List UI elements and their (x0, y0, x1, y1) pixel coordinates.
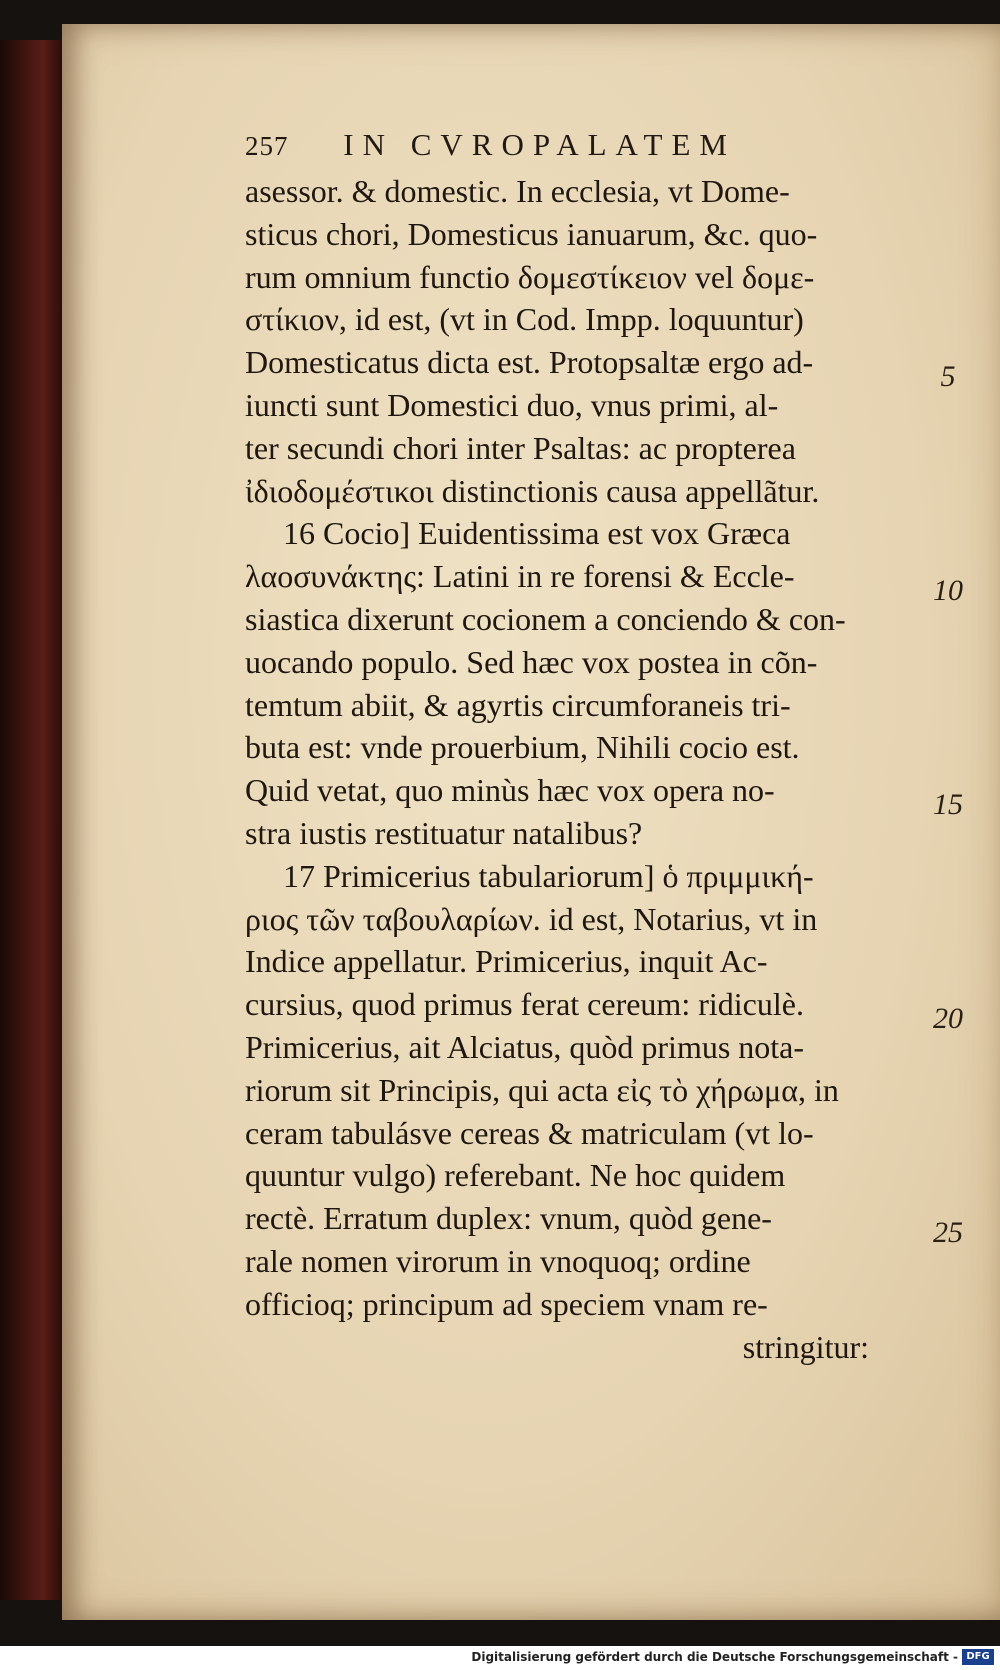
text-line: quuntur vulgo) referebant. Ne hoc quidem (245, 1157, 786, 1194)
margin-line-number: 25 (933, 1216, 963, 1249)
text-line: rectè. Erratum duplex: vnum, quòd gene- (245, 1200, 772, 1237)
text-line: Quid vetat, quo minùs hæc vox opera no- (245, 772, 775, 809)
text-line: officioq; principum ad speciem vnam re- (245, 1285, 768, 1322)
text-line: λαοσυνάκτης: Latini in re forensi & Eccle- (245, 558, 795, 595)
text-line: 17 Primicerius tabulariorum] ὁ πριμμική- (283, 857, 814, 894)
body-text (245, 170, 885, 1368)
margin-line-number: 10 (933, 574, 963, 607)
book-binding (0, 40, 62, 1600)
text-line: sticus chori, Domesticus ianuarum, &c. quo- (245, 215, 818, 252)
text-line: rale nomen virorum in vnoquoq; ordine (245, 1242, 751, 1279)
text-line: iuncti sunt Domestici duo, vnus primi, al- (245, 386, 779, 423)
running-header (245, 127, 885, 169)
text-line-catchword: stringitur: (742, 1328, 869, 1365)
margin-line-number: 20 (933, 1002, 963, 1035)
footer-credit: Digitalisierung gefördert durch die Deutsche Forschungsgemeinschaft - (471, 1650, 958, 1664)
text-line: stra iustis restituatur natalibus? (245, 814, 643, 851)
text-line: ceram tabulásve cereas & matriculam (vt lo- (245, 1114, 814, 1151)
running-title: IN CVROPALATEM (343, 127, 736, 162)
margin-line-number: 5 (940, 360, 956, 393)
text-line: 16 Cocio] Euidentissima est vox Græca (283, 515, 791, 552)
text-line: ριος τῶν ταβουλαρίων. id est, Notarius, vt in (245, 900, 818, 937)
page-number: 257 (245, 131, 289, 161)
text-line: rum omnium functio δομεστίκειον vel δομε- (245, 258, 815, 295)
text-line: siastica dixerunt cocionem a conciendo & con- (245, 600, 846, 637)
text-line: στίκιον, id est, (vt in Cod. Impp. loquuntur) (245, 301, 804, 338)
text-line: ter secundi chori inter Psaltas: ac propterea (245, 429, 796, 466)
text-line: uocando populo. Sed hæc vox postea in cõn- (245, 643, 818, 680)
text-line: Indice appellatur. Primicerius, inquit Ac- (245, 943, 768, 980)
text-line: Primicerius, ait Alciatus, quòd primus nota- (245, 1028, 805, 1065)
text-line: ἰδιοδομέστικοι distinctionis causa appellãtur. (245, 472, 820, 509)
dfg-logo: DFG (962, 1649, 994, 1665)
text-line: asessor. & domestic. In ecclesia, vt Dome- (245, 173, 790, 209)
digitization-footer (0, 1646, 1000, 1670)
text-line: buta est: vnde prouerbium, Nihili cocio est. (245, 729, 800, 766)
text-line: riorum sit Principis, qui acta εἰς τὸ χήρωμα, in (245, 1071, 839, 1108)
text-line: temtum abiit, & agyrtis circumforaneis tri- (245, 686, 791, 723)
text-line: Domesticatus dicta est. Protopsaltæ ergo ad- (245, 344, 814, 381)
margin-line-number: 15 (933, 788, 963, 821)
text-line: cursius, quod primus ferat cereum: ridiculè. (245, 986, 804, 1023)
